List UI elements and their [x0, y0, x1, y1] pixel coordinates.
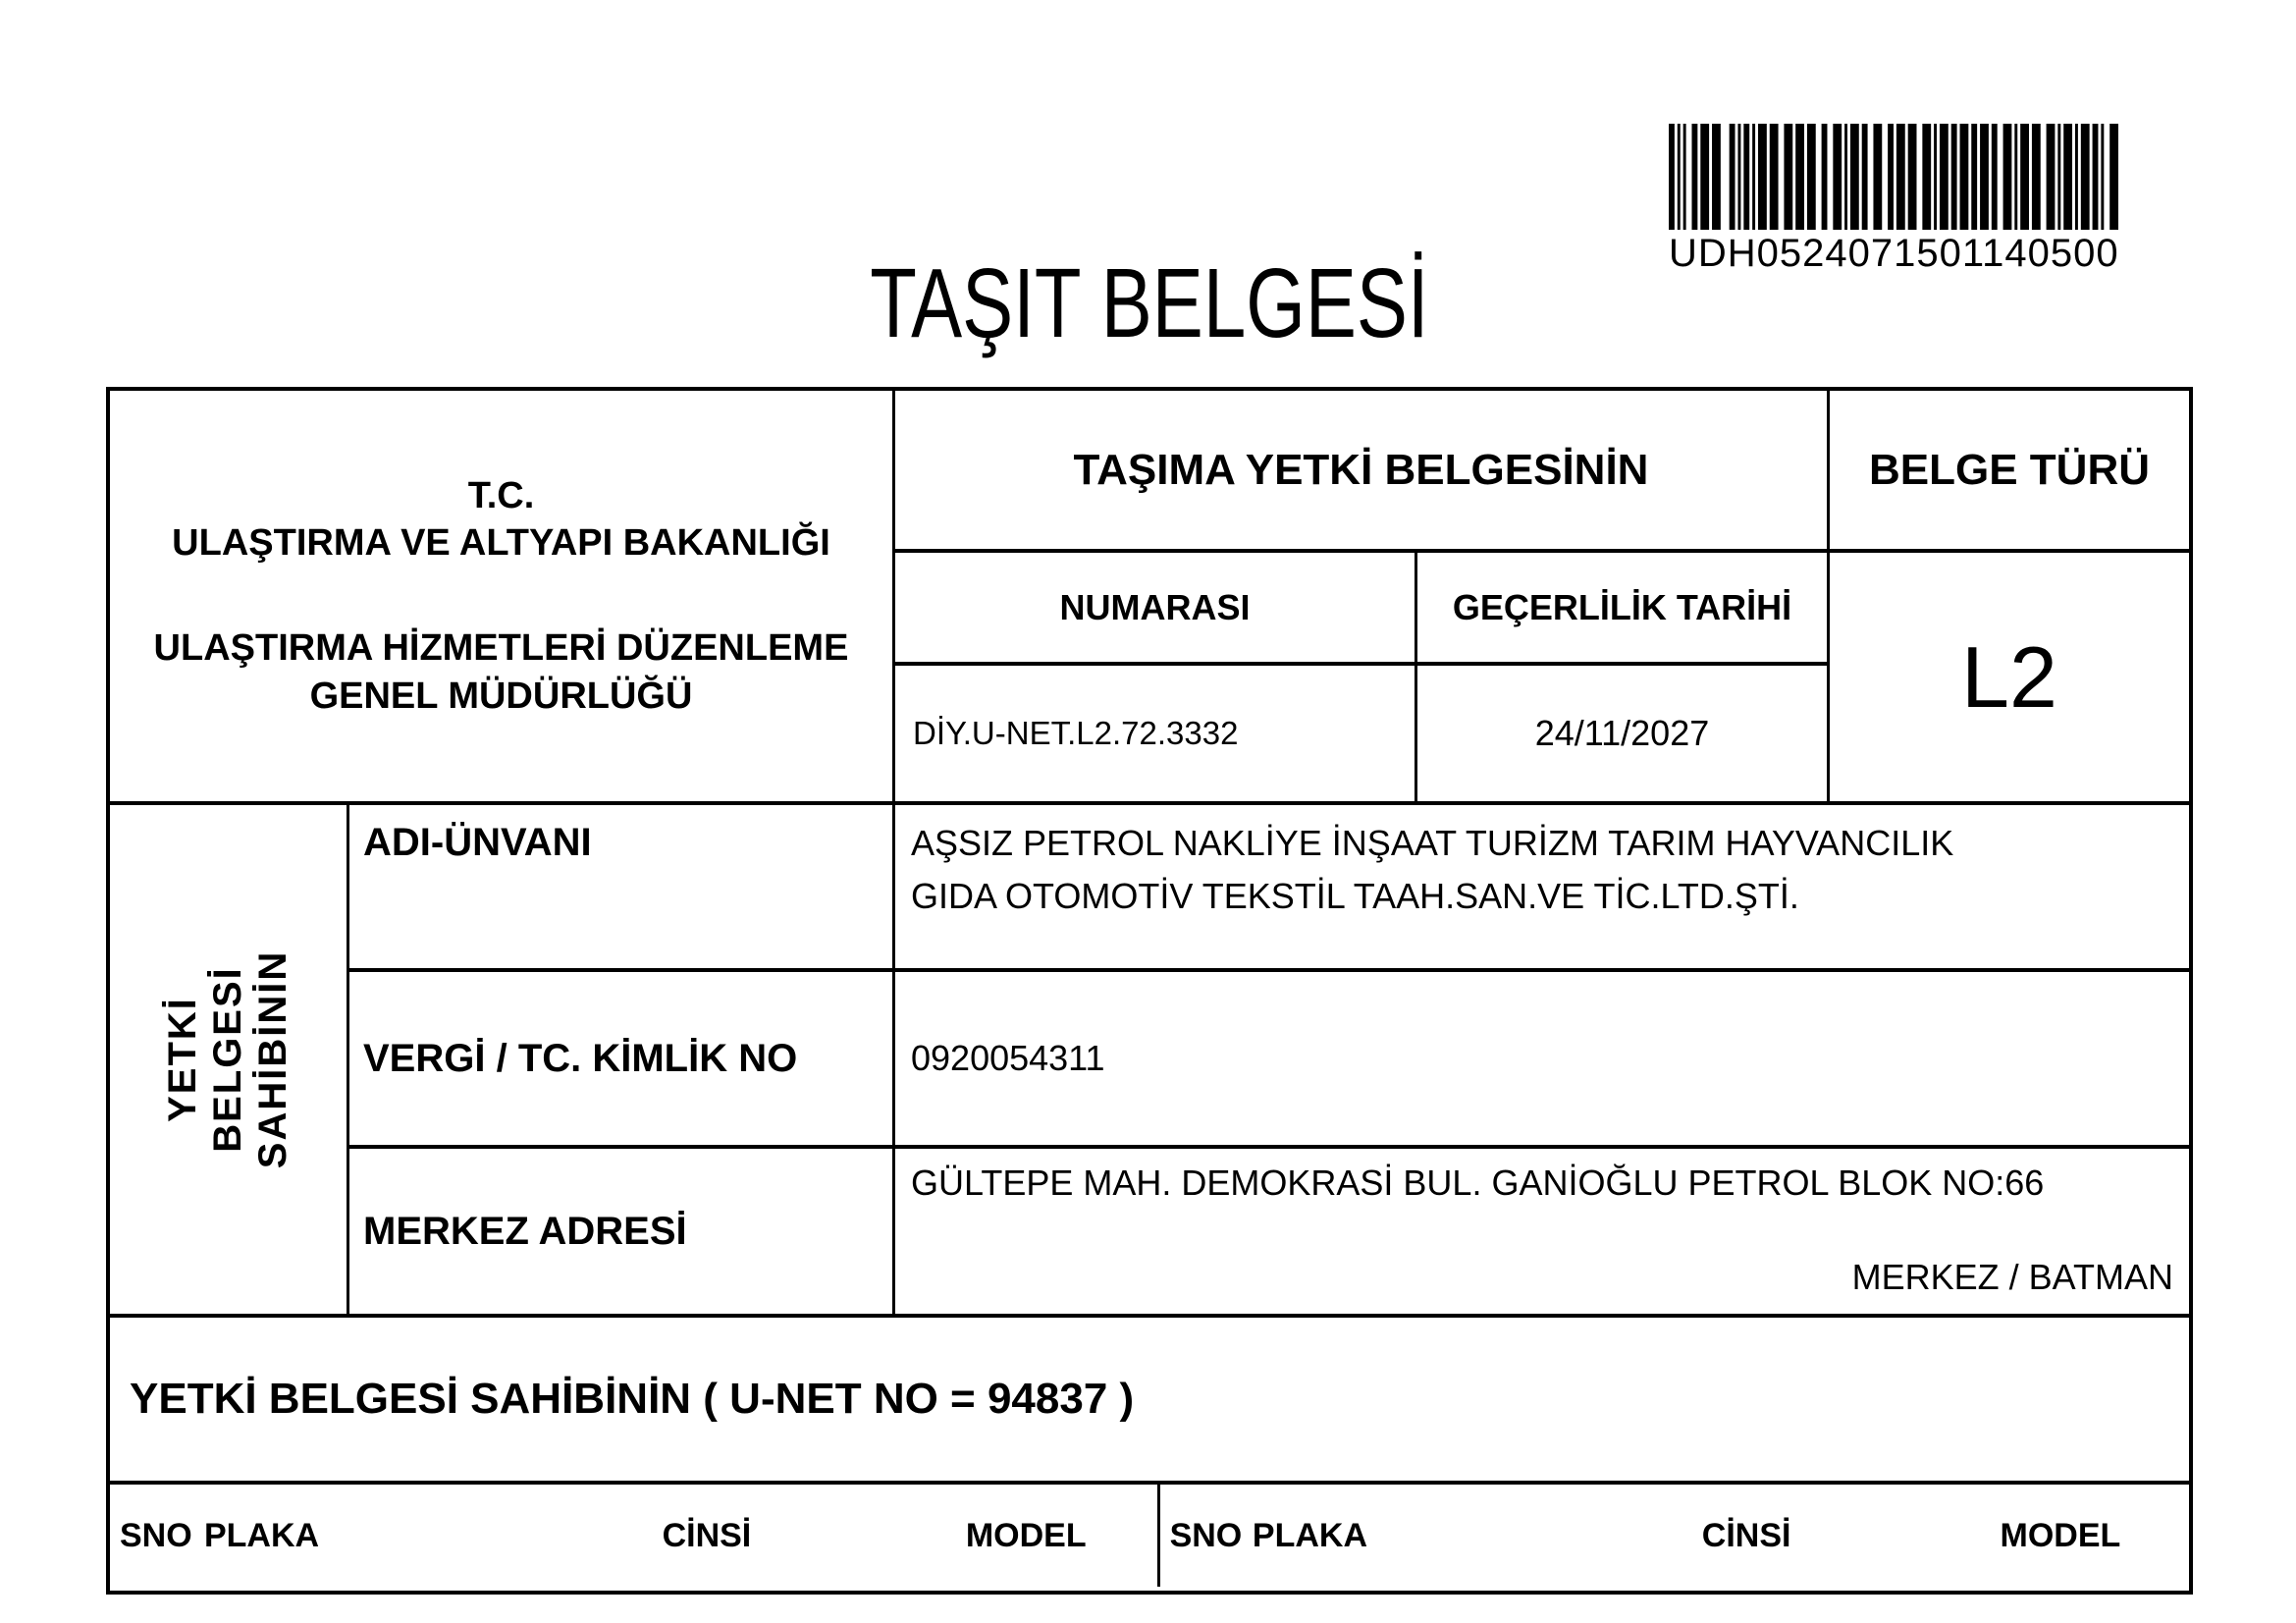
- authority-name: T.C. ULAŞTIRMA VE ALTYAPI BAKANLIĞI: [172, 474, 830, 565]
- vehicle-section-title: YETKİ BELGESİ SAHİBİNİN ( U-NET NO = 94837 ): [110, 1318, 2189, 1485]
- vehicle-table-header: [110, 1485, 2189, 1587]
- owner-side-label: YETKİ BELGESİ SAHİBİNİN: [110, 805, 349, 1318]
- col-plaka: PLAKA: [203, 1516, 320, 1554]
- number-value: DİY.U-NET.L2.72.3332: [895, 666, 1417, 805]
- number-label: NUMARASI: [895, 553, 1417, 666]
- owner-name-value: AŞSIZ PETROL NAKLİYE İNŞAAT TURİZM TARIM HAYVANCILIK GIDA OTOMOTİV TEKSTİL TAAH.SAN.VE TİC.LTD.ŞTİ.: [895, 805, 2189, 972]
- col-cinsi: CİNSİ: [662, 1516, 752, 1554]
- barcode-bars: [1669, 124, 2118, 230]
- document-title: TAŞIT BELGESİ: [870, 248, 1429, 358]
- validity-value: 24/11/2027: [1417, 666, 1830, 805]
- col-model: MODEL: [965, 1516, 1087, 1554]
- doc-type-label: BELGE TÜRÜ: [1830, 391, 2189, 553]
- directorate-name: ULAŞTIRMA HİZMETLERİ DÜZENLEME GENEL MÜDÜRLÜĞÜ: [153, 627, 849, 717]
- doc-type-value: L2: [1830, 553, 2189, 805]
- certificate-table: [106, 387, 2193, 1595]
- vehicle-header-left: [110, 1485, 1160, 1587]
- address-value: GÜLTEPE MAH. DEMOKRASİ BUL. GANİOĞLU PETROL BLOK NO:66 MERKEZ / BATMAN: [895, 1149, 2189, 1318]
- owner-name-label: ADI-ÜNVANI: [349, 805, 895, 972]
- col-sno: SNO: [120, 1516, 192, 1554]
- tax-id-label: VERGİ / TC. KİMLİK NO: [349, 972, 895, 1149]
- address-label: MERKEZ ADRESİ: [349, 1149, 895, 1318]
- vehicle-header-right: [1160, 1485, 2189, 1587]
- col-model: MODEL: [2000, 1516, 2121, 1554]
- col-sno: SNO: [1169, 1516, 1243, 1554]
- col-cinsi: CİNSİ: [1701, 1516, 1791, 1554]
- barcode-text: UDH0524071501140500: [1669, 232, 2119, 275]
- tax-id-value: 0920054311: [895, 972, 2189, 1149]
- issuing-authority-cell: [110, 391, 895, 805]
- col-plaka: PLAKA: [1252, 1516, 1368, 1554]
- validity-label: GEÇERLİLİK TARİHİ: [1417, 553, 1830, 666]
- permit-section-title: TAŞIMA YETKİ BELGESİNİN: [895, 391, 1830, 553]
